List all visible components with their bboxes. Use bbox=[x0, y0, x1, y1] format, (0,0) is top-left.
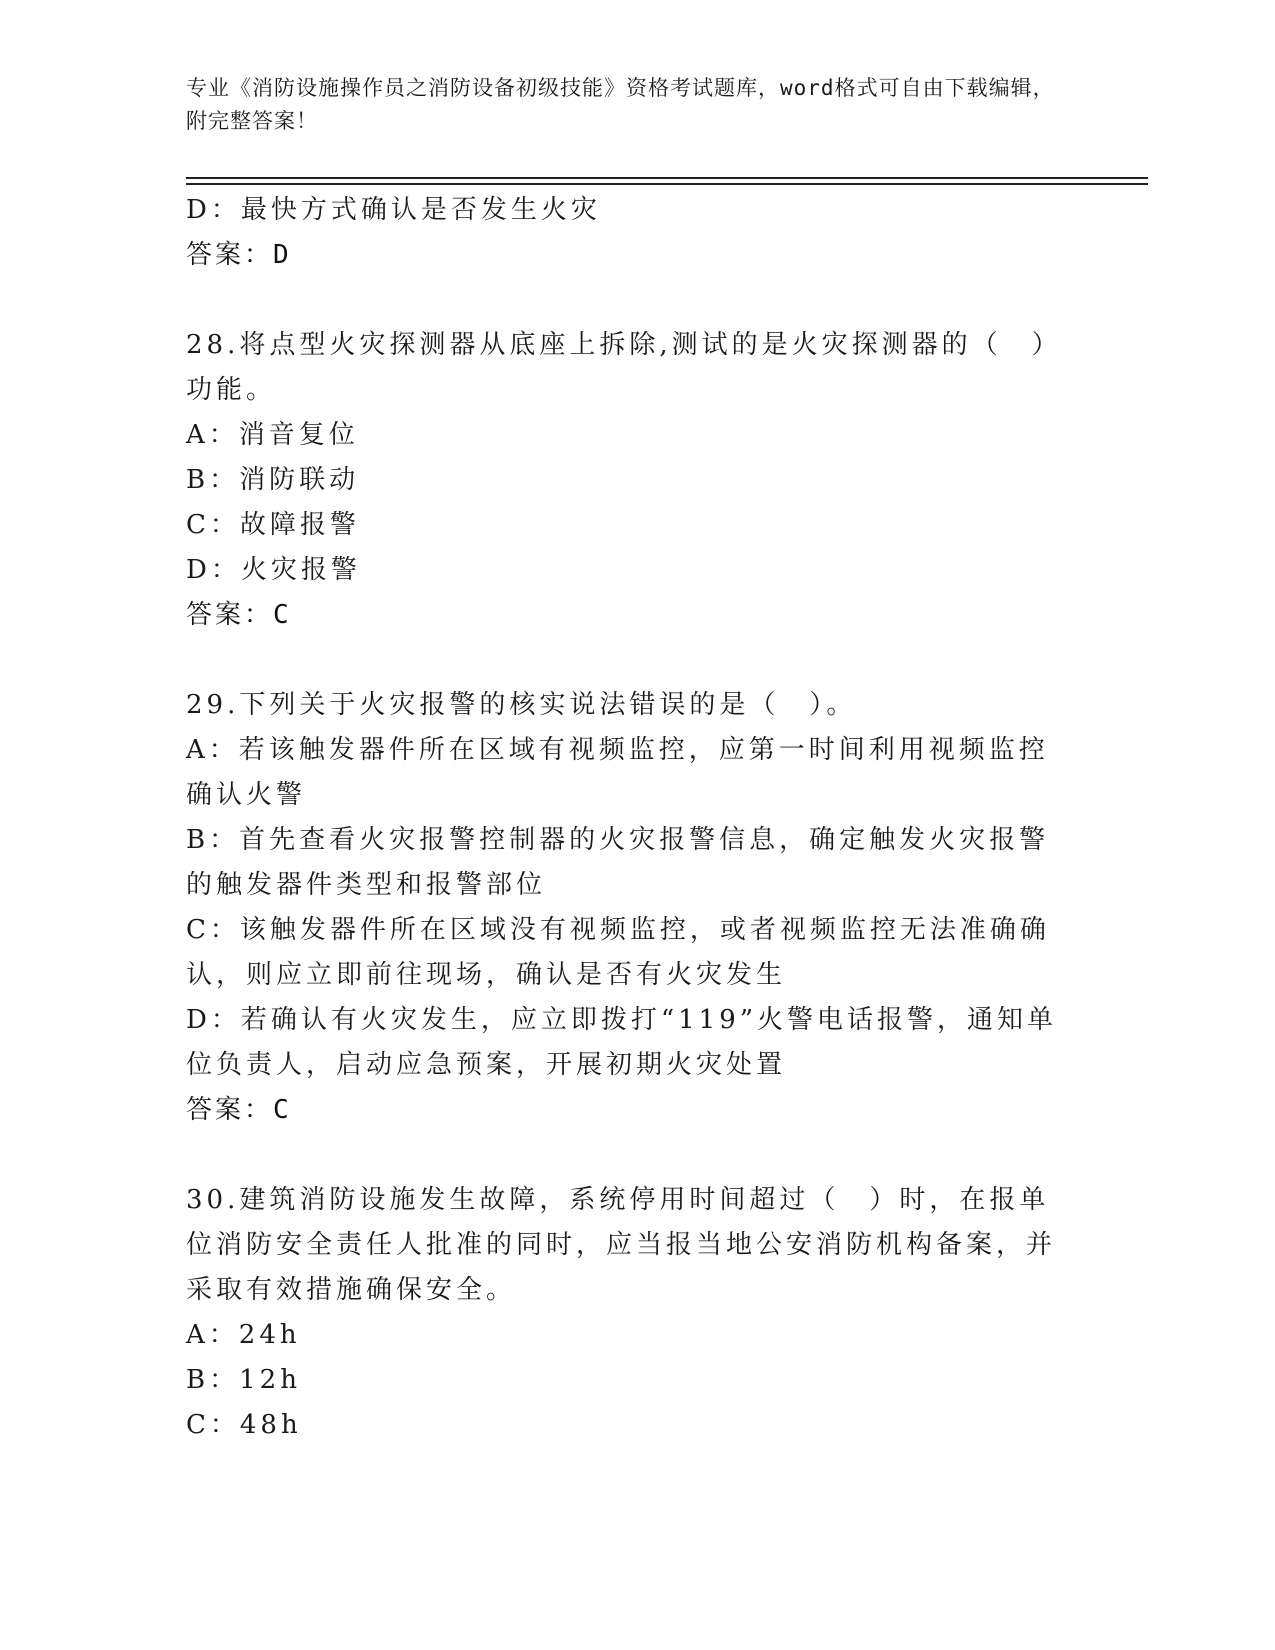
answer-line bbox=[186, 233, 1066, 278]
option-b: B：消防联动 bbox=[186, 465, 360, 495]
option-d: D：火灾报警 bbox=[186, 555, 361, 585]
answer-value: C bbox=[273, 1095, 292, 1125]
header-divider-bottom bbox=[186, 183, 1148, 185]
option-c: C：该触发器件所在区域没有视频监控，或者视频监控无法准确确认，则应立即前往现场，确认是否有火灾发生 bbox=[186, 915, 1050, 990]
answer-label: 答案： bbox=[186, 600, 274, 630]
option-c: C：故障报警 bbox=[186, 510, 360, 540]
question-stem: 28.将点型火灾探测器从底座上拆除,测试的是火灾探测器的（ ）功能。 bbox=[186, 330, 1062, 405]
answer-line bbox=[186, 593, 1066, 638]
spacer bbox=[186, 278, 1066, 323]
answer-line bbox=[186, 1088, 1066, 1133]
spacer bbox=[186, 638, 1066, 683]
option-c: C：48h bbox=[186, 1410, 302, 1440]
option-d: D：若确认有火灾发生，应立即拨打“119”火警电话报警，通知单位负责人，启动应急预案，开展初期火灾处置 bbox=[186, 1005, 1058, 1080]
option-b: B：12h bbox=[186, 1365, 301, 1395]
answer-label: 答案： bbox=[186, 1095, 274, 1125]
document-header: 专业《消防设施操作员之消防设备初级技能》资格考试题库，word格式可自由下载编辑，附完整答案！ bbox=[186, 76, 1055, 133]
header-divider-top bbox=[186, 177, 1148, 179]
option-a: A：若该触发器件所在区域有视频监控，应第一时间利用视频监控确认火警 bbox=[186, 735, 1049, 810]
answer-label: 答案： bbox=[186, 240, 274, 270]
option-d: D：最快方式确认是否发生火灾 bbox=[186, 195, 601, 225]
option-a: A：消音复位 bbox=[186, 420, 359, 450]
answer-value: D bbox=[273, 240, 292, 270]
option-b: B：首先查看火灾报警控制器的火灾报警信息，确定触发火灾报警的触发器件类型和报警部位 bbox=[186, 825, 1050, 900]
question-30 bbox=[186, 1178, 1066, 1448]
question-content bbox=[186, 188, 1066, 1448]
question-29 bbox=[186, 683, 1066, 1133]
question-stem: 30.建筑消防设施发生故障，系统停用时间超过（ ）时，在报单位消防安全责任人批准的同时，应当报当地公安消防机构备案，并采取有效措施确保安全。 bbox=[186, 1185, 1057, 1305]
question-stem: 29.下列关于火灾报警的核实说法错误的是（ ）。 bbox=[186, 690, 857, 720]
question-28 bbox=[186, 323, 1066, 638]
answer-value: C bbox=[273, 600, 292, 630]
spacer bbox=[186, 1133, 1066, 1178]
option-a: A：24h bbox=[186, 1320, 301, 1350]
